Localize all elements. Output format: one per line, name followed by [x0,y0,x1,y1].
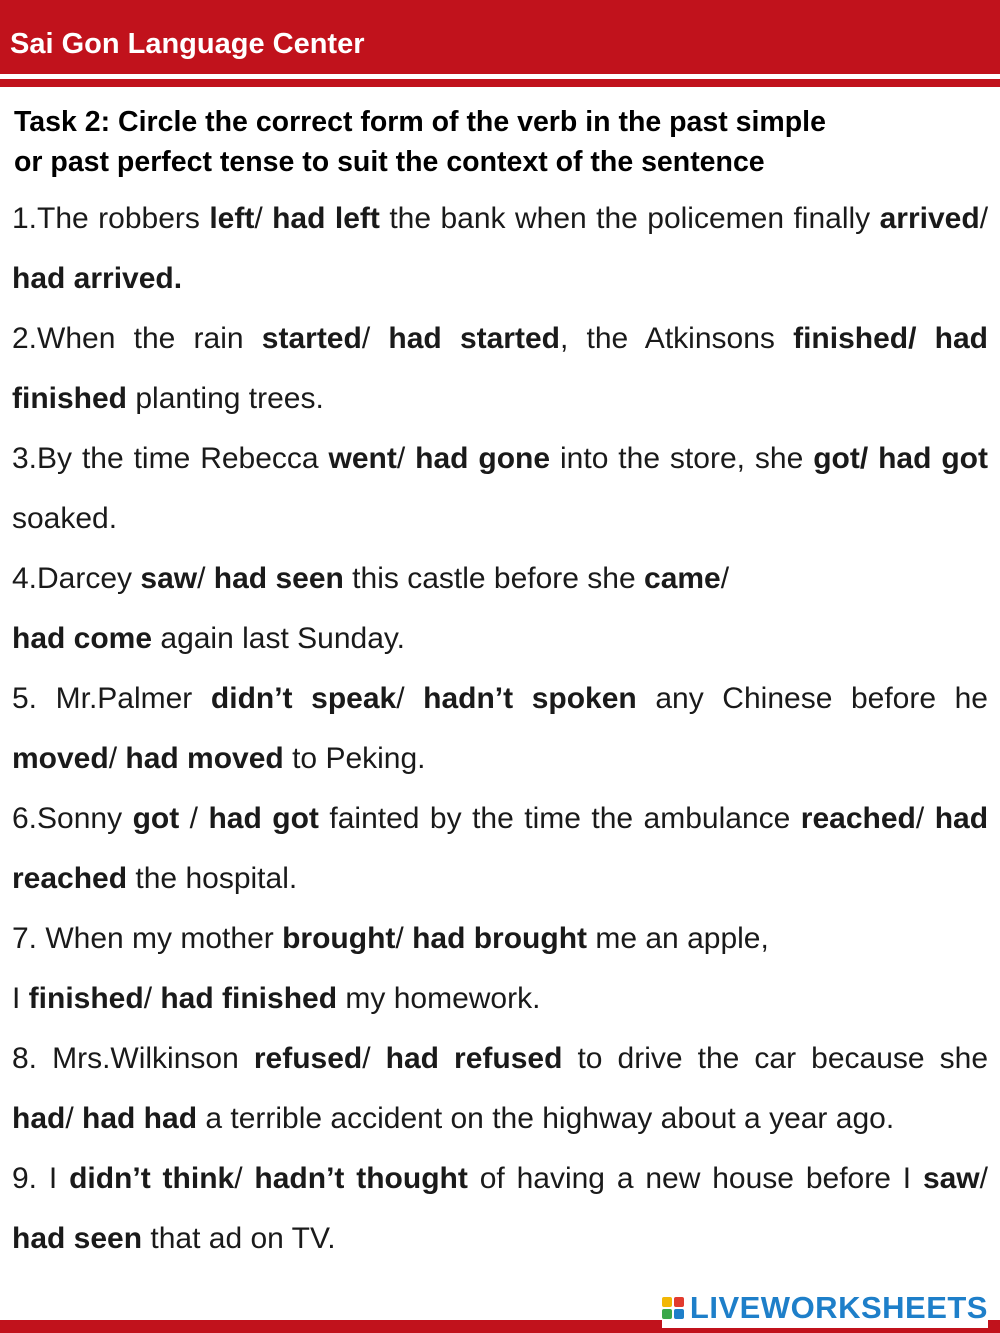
sentence-text: this castle before she [343,562,645,595]
verb-option[interactable]: refused [253,1042,363,1075]
sentence-text: / [197,562,214,595]
sentence-text: / [234,1162,255,1195]
task-instructions [14,102,974,182]
sentence-text: any Chinese before he [636,682,988,715]
verb-option[interactable]: didn’t speak [210,682,397,715]
sentence-text: 7. When my mother [12,922,283,955]
task-line-2: or past perfect tense to suit the context of the sentence [14,146,765,178]
sentence-text: / [396,442,416,475]
verb-option[interactable]: had moved [125,742,284,775]
sentence-text: / [979,1162,988,1195]
sentence-text: of having a new house before I [467,1162,923,1195]
sentence-text: the hospital. [127,862,298,895]
sentence-text: the bank when the policemen finally [379,202,880,235]
verb-option[interactable]: had had [82,1102,198,1135]
verb-option[interactable]: had refused [385,1042,563,1075]
sentence-text: 1.The robbers [12,202,210,235]
liveworksheets-logo-icon [662,1297,684,1319]
verb-option[interactable]: left [209,202,255,235]
sentence-text: 3.By the time Rebecca [12,442,329,475]
sentence-text: / [396,682,424,715]
watermark-text: LIVEWORKSHEETS [689,1290,988,1325]
verb-option[interactable]: had arrived. [12,262,183,295]
verb-option[interactable]: didn’t think [69,1162,235,1195]
sentence-text: me an apple, [587,922,769,955]
verb-option[interactable]: reached [800,802,916,835]
header-bar [0,0,1000,74]
question-5 [12,669,988,789]
sentence-text: / [915,802,935,835]
verb-option[interactable]: had [12,1102,66,1135]
sentence-text: / [362,1042,386,1075]
sentence-text: to Peking. [283,742,426,775]
sentence-text: that ad on TV. [142,1222,336,1255]
question-list [12,189,988,1269]
sentence-text: fainted by the time the ambulance [318,802,801,835]
verb-option[interactable]: had finished [160,982,338,1015]
question-7 [12,909,988,1029]
sentence-text: / [395,922,413,955]
sentence-text: / [720,562,730,595]
sentence-text: into the store, she [550,442,814,475]
question-9 [12,1149,988,1269]
verb-option[interactable]: had brought [412,922,588,955]
sentence-text: / [254,202,273,235]
header-divider [0,79,1000,87]
sentence-text: 8. Mrs.Wilkinson [12,1042,254,1075]
verb-option[interactable]: saw [140,562,198,595]
verb-option[interactable]: started [261,322,362,355]
sentence-text: I [12,982,29,1015]
verb-option[interactable]: brought [282,922,396,955]
sentence-text: / [65,1102,83,1135]
sentence-text: planting trees. [127,382,324,415]
header-title: Sai Gon Language Center [10,28,365,60]
verb-option[interactable]: finished [28,982,144,1015]
sentence-text: 9. I [12,1162,70,1195]
sentence-text: , the Atkinsons [559,322,794,355]
task-line-1: Task 2: Circle the correct form of the verb in the past simple [14,106,826,138]
sentence-text: / [361,322,389,355]
sentence-text: / [108,742,126,775]
liveworksheets-watermark [662,1288,988,1328]
verb-option[interactable]: had come [12,622,153,655]
verb-option[interactable]: had reached [12,802,989,895]
question-6 [12,789,988,909]
sentence-text: a terrible accident on the highway about a year ago. [197,1102,895,1135]
sentence-text: to drive the car because she [562,1042,989,1075]
question-4 [12,549,988,669]
verb-option[interactable]: got [132,802,180,835]
verb-option[interactable]: moved [12,742,109,775]
verb-option[interactable]: got/ had got [813,442,988,475]
sentence-text: 6.Sonny [12,802,133,835]
verb-option[interactable]: had started [388,322,560,355]
verb-option[interactable]: saw [922,1162,980,1195]
question-8 [12,1029,988,1149]
verb-option[interactable]: hadn’t thought [254,1162,468,1195]
verb-option[interactable]: finished/ had finished [12,322,988,415]
verb-option[interactable]: came [644,562,721,595]
sentence-text: 4.Darcey [12,562,141,595]
sentence-text: again last Sunday. [152,622,405,655]
verb-option[interactable]: had gone [415,442,551,475]
verb-option[interactable]: had seen [12,1222,143,1255]
sentence-text: / [143,982,161,1015]
verb-option[interactable]: had got [208,802,319,835]
verb-option[interactable]: had left [272,202,380,235]
verb-option[interactable]: hadn’t spoken [423,682,637,715]
sentence-text: 2.When the rain [12,322,262,355]
verb-option[interactable]: had seen [213,562,344,595]
sentence-text: my homework. [337,982,541,1015]
verb-option[interactable]: went [328,442,397,475]
sentence-text: soaked. [12,502,118,535]
sentence-text: / [979,202,989,235]
question-3 [12,429,988,549]
sentence-text: / [179,802,209,835]
question-1 [12,189,988,309]
sentence-text: 5. Mr.Palmer [12,682,211,715]
question-2 [12,309,988,429]
verb-option[interactable]: arrived [879,202,980,235]
